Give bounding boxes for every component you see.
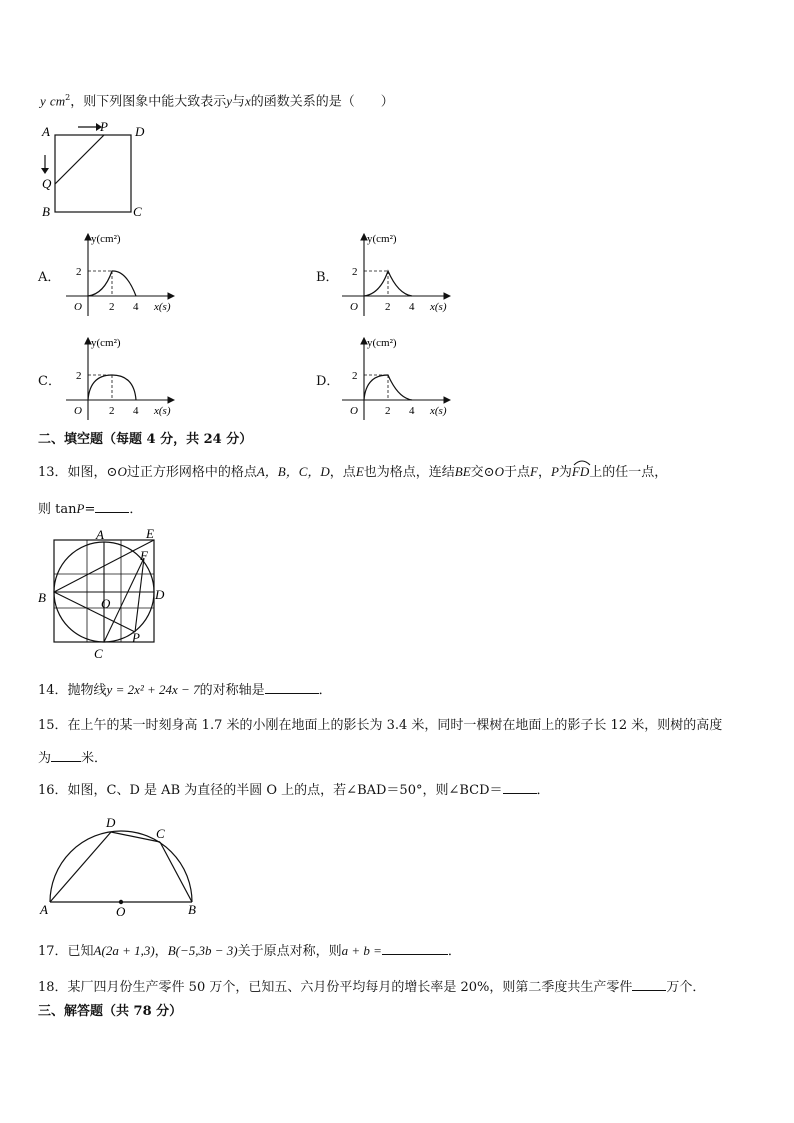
q13-line2-p: P (76, 501, 85, 516)
q16-end: ． (536, 783, 550, 798)
ylabel-a: y(cm²) (91, 233, 121, 245)
c-label-C: C (94, 646, 103, 661)
xlabel-c: x(s) (154, 405, 171, 417)
q13-arc-fd (572, 464, 589, 480)
s-label-O: O (116, 904, 126, 919)
tick-x1-a: 2 (109, 301, 115, 313)
q13-text-h: 为 (558, 465, 572, 480)
segment-pq (55, 135, 104, 184)
q12-unit: cm (49, 93, 66, 109)
q12-stem-end: 的函数关系的是（ ） (250, 94, 394, 110)
q12-stem-y: y (226, 93, 232, 109)
q18-end: 万个． (666, 980, 706, 995)
tick-x2-a: 4 (133, 301, 139, 313)
c-label-E: E (146, 528, 154, 541)
arc-mark-icon (572, 458, 592, 466)
origin-b: O (350, 301, 358, 313)
q17-sep: ， (154, 944, 168, 959)
q12-var-y: y (40, 93, 46, 109)
q13-line2-a: 则 tan (38, 502, 77, 517)
xlabel-b: x(s) (430, 301, 447, 313)
option-c-graph[interactable] (60, 332, 190, 424)
q16-answer-blank[interactable] (503, 781, 537, 794)
section-2-title: 二、填空题（每题 4 分，共 24 分） (38, 432, 253, 447)
q13-line1 (38, 464, 667, 481)
q13-circle-figure (34, 528, 174, 662)
s-label-C: C (156, 826, 165, 841)
semicircle-arc (50, 831, 192, 902)
origin-c: O (74, 405, 82, 417)
q13-answer-blank[interactable] (95, 500, 129, 513)
c-label-O: O (101, 596, 111, 611)
tick-y-a: 2 (76, 266, 82, 278)
q12-unit-sup: 2 (65, 93, 71, 102)
ylabel-b: y(cm²) (367, 233, 397, 245)
q15-answer-blank[interactable] (51, 749, 81, 762)
tick-x2-d: 4 (409, 405, 415, 417)
q13-text-d: 也为格点，连结 (363, 465, 455, 480)
s-label-A: A (40, 902, 48, 917)
option-c-label[interactable]: C． (38, 374, 61, 389)
option-a-graph[interactable] (60, 228, 190, 320)
q13-e: E (355, 464, 364, 479)
origin-a: O (74, 301, 82, 313)
q17-end: ． (447, 944, 461, 959)
tick-x1-c: 2 (109, 405, 115, 417)
q13-text-i: 上的任一点， (589, 465, 668, 480)
q13-o2: O (494, 464, 504, 479)
option-d-graph[interactable] (336, 332, 466, 424)
label-Q: Q (42, 176, 52, 191)
label-P: P (100, 119, 108, 134)
q13-be: BE (454, 464, 471, 479)
q12-stem-x: x (245, 93, 251, 109)
q15-line2 (38, 749, 107, 767)
option-d-label[interactable]: D． (316, 374, 340, 389)
q17-prefix: 17．已知 (38, 944, 94, 959)
q13-text-a: 13．如图，⊙ (38, 465, 118, 480)
q13-text-e: 交⊙ (470, 465, 495, 480)
section-3-title: 三、解答题（共 78 分） (38, 1004, 183, 1019)
q16-semicircle-figure (34, 812, 212, 920)
segment-dc (111, 832, 160, 842)
label-C: C (133, 204, 142, 219)
label-A: A (42, 124, 50, 139)
ylabel-d: y(cm²) (367, 337, 397, 349)
q13-p: P (550, 464, 559, 479)
q13-f: F (529, 464, 538, 479)
option-a-label[interactable]: A． (38, 270, 61, 285)
c-label-A: A (96, 528, 104, 542)
q14 (38, 681, 332, 699)
segment-cb (160, 842, 192, 902)
tick-x2-b: 4 (409, 301, 415, 313)
q12-stem-text: ，则下列图象中能大致表示 (70, 94, 227, 110)
q12-square-figure (36, 118, 156, 226)
q13-text-b: 过正方形网格中的格点 (126, 465, 257, 480)
q13-text-g: ， (537, 465, 551, 480)
q12-stem-mid: 与 (231, 94, 245, 110)
origin-d: O (350, 405, 358, 417)
q17-answer-blank[interactable] (382, 942, 448, 955)
tick-y-b: 2 (352, 266, 358, 278)
q18-text: 18．某厂四月份生产零件 50 万个，已知五、六月份平均每月的增长率是 20%，则第二季度共生产零件 (38, 980, 633, 995)
tick-x1-b: 2 (385, 301, 391, 313)
q13-arc-text: FD (571, 464, 590, 479)
q17-point-b: B(−5,3b − 3) (167, 943, 238, 958)
q13-text-c: ，点 (329, 465, 356, 480)
tick-x2-c: 4 (133, 405, 139, 417)
xlabel-d: x(s) (430, 405, 447, 417)
option-b-graph[interactable] (336, 228, 466, 320)
option-b-label[interactable]: B． (316, 270, 339, 285)
q13-line2-end: ． (129, 502, 143, 517)
q16 (38, 781, 550, 799)
q13-line2 (38, 500, 142, 518)
tick-x1-d: 2 (385, 405, 391, 417)
q15-line2-b: 米． (81, 751, 108, 766)
q14-answer-blank[interactable] (265, 681, 319, 694)
c-label-D: D (155, 587, 165, 602)
q12-stem (40, 90, 394, 110)
s-label-D: D (106, 815, 116, 830)
q13-o: O (117, 464, 127, 479)
c-label-F: F (140, 548, 148, 563)
q14-end: ． (318, 683, 332, 698)
xlabel-a: x(s) (154, 301, 171, 313)
c-label-P: P (132, 630, 140, 645)
c-label-B: B (38, 590, 46, 605)
q15-line1: 15．在上午的某一时刻身高 1.7 米的小刚在地面上的影长为 3.4 米，同时一棵树在地面上的影子长 12 米，则树的高度 (38, 718, 723, 733)
q13-line2-b: = (84, 502, 96, 517)
arrow-q-head (41, 168, 49, 174)
q18-answer-blank[interactable] (632, 978, 666, 991)
q17-point-a: A(2a + 1,3) (93, 943, 155, 958)
q17 (38, 942, 461, 960)
tick-y-c: 2 (76, 370, 82, 382)
q13-pts: A，B，C，D (256, 464, 330, 479)
ylabel-c: y(cm²) (91, 337, 121, 349)
q14-equation: y = 2x² + 24x − 7 (106, 682, 200, 697)
q15-line2-a: 为 (38, 751, 52, 766)
label-B: B (42, 204, 50, 219)
q16-text: 16．如图，C、D 是 AB 为直径的半圆 O 上的点，若∠BAD＝50°，则∠BCD＝ (38, 783, 503, 798)
q17-mid: 关于原点对称，则 (237, 944, 342, 959)
segment-fp (135, 558, 144, 632)
q13-text-f: 于点 (503, 465, 530, 480)
label-D: D (135, 124, 145, 139)
segment-bp (54, 592, 135, 632)
q14-suffix: 的对称轴是 (199, 683, 265, 698)
q17-expr: a + b = (341, 943, 382, 958)
q18 (38, 978, 705, 996)
s-label-B: B (188, 902, 196, 917)
q14-prefix: 14．抛物线 (38, 683, 107, 698)
tick-y-d: 2 (352, 370, 358, 382)
